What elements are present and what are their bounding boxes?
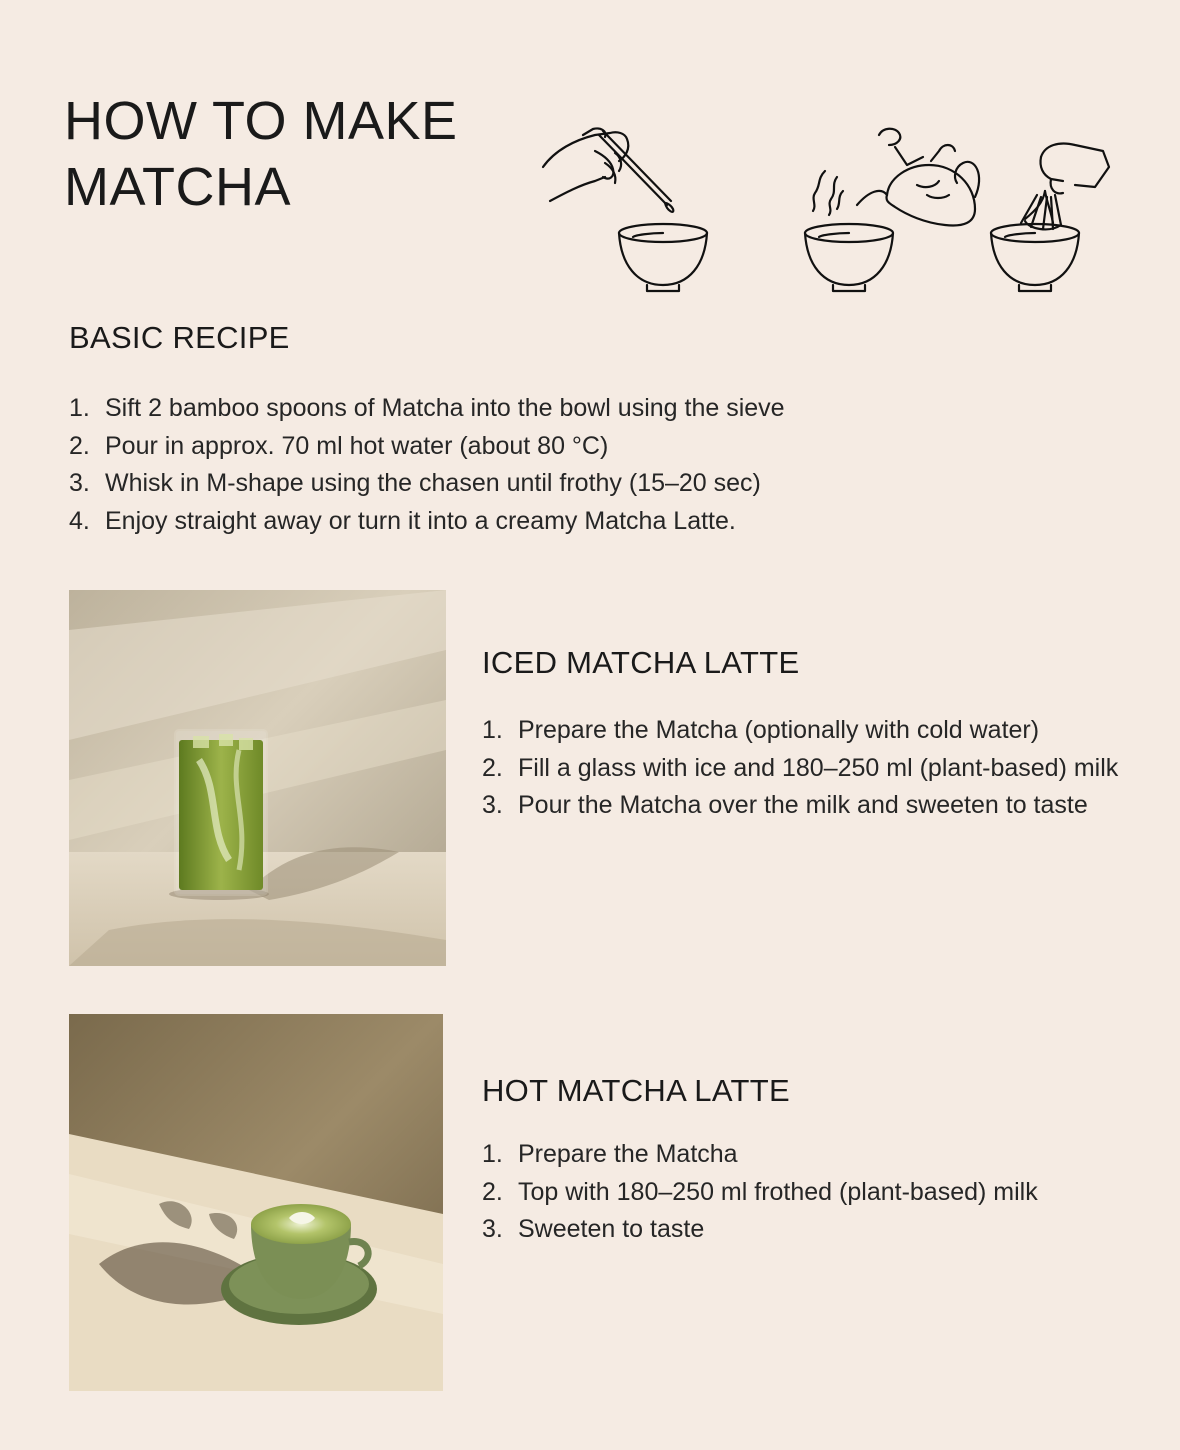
page-title [64, 88, 458, 220]
step-number: 1. [482, 1140, 503, 1168]
step-text: Pour in approx. 70 ml hot water (about 80 °C) [105, 431, 609, 460]
list-item [69, 503, 785, 541]
hot-latte-steps [482, 1136, 1038, 1249]
step-number: 2. [482, 753, 503, 782]
step-number: 3. [482, 1215, 503, 1243]
list-item [69, 465, 785, 503]
iced-matcha-latte-photo [69, 590, 446, 966]
teapot-pouring-icon [805, 129, 979, 291]
step-text: Enjoy straight away or turn it into a creamy Matcha Latte. [105, 506, 736, 535]
whisking-icon [991, 144, 1109, 292]
list-item [482, 1174, 1038, 1212]
iced-latte-steps [482, 712, 1118, 825]
step-text: Pour the Matcha over the milk and sweeten to taste [518, 791, 1088, 819]
iced-latte-heading: ICED MATCHA LATTE [482, 645, 800, 680]
basic-recipe-heading: BASIC RECIPE [69, 320, 290, 355]
step-text: Sweeten to taste [518, 1215, 705, 1243]
step-number: 2. [69, 431, 90, 460]
list-item [482, 1136, 1038, 1174]
list-item [69, 390, 785, 428]
step-number: 2. [482, 1177, 503, 1206]
list-item [482, 750, 1118, 788]
preparation-illustration [535, 105, 1115, 300]
step-text: Top with 180–250 ml frothed (plant-based) milk [518, 1177, 1038, 1206]
step-text: Fill a glass with ice and 180–250 ml (plant-based) milk [518, 753, 1119, 782]
list-item [69, 428, 785, 466]
step-text: Prepare the Matcha [518, 1140, 738, 1168]
list-item [482, 787, 1118, 825]
page-title-line1: HOW TO MAKE [64, 91, 458, 151]
page-title-line2: MATCHA [64, 157, 291, 217]
step-number: 3. [482, 791, 503, 819]
step-number: 1. [482, 716, 503, 744]
step-number: 1. [69, 394, 90, 422]
list-item [482, 1211, 1038, 1249]
basic-recipe-steps [69, 390, 785, 540]
hot-latte-heading: HOT MATCHA LATTE [482, 1073, 790, 1108]
sifting-spoon-icon [543, 128, 707, 291]
list-item [482, 712, 1118, 750]
step-number: 3. [69, 469, 90, 497]
step-text: Whisk in M-shape using the chasen until frothy (15–20 sec) [105, 469, 761, 497]
step-text: Sift 2 bamboo spoons of Matcha into the bowl using the sieve [105, 394, 785, 422]
hot-matcha-latte-photo [69, 1014, 443, 1391]
step-number: 4. [69, 506, 90, 535]
step-text: Prepare the Matcha (optionally with cold water) [518, 716, 1040, 744]
